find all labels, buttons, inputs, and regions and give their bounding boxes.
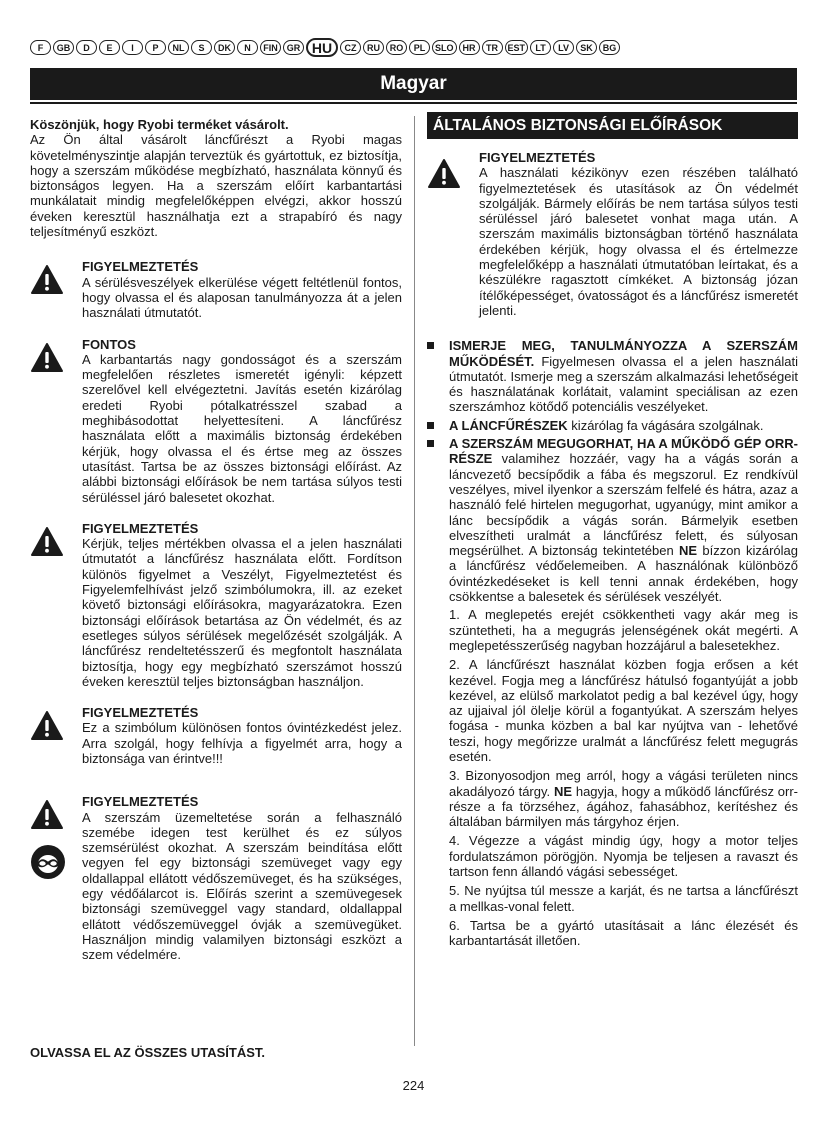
list-item [427,436,798,604]
bullet-text: kizárólag fa vágására szolgálnak. [567,417,764,433]
language-selector [30,39,798,56]
numbered-item-emphasis: NE [553,783,573,799]
section-header [427,112,798,139]
warning-triangle-icon [30,799,64,833]
warning-text: A szerszám üzemeltetése során a felhasználó szemébe idegen test kerülhet és ez súlyos szemsérülést okozhat. A szerszám beindítása előtt vegyen fel egy biztonsági szemüveget vagy egy oldallappal ellátott védőszemüveget, és ha szükséges, egy védőálarcot is. Előírás szerint a szemüvegesek biztonsági szemüveggel vagy standard, oldallappal ellátott védőszemüveggel óvják a szemüvegüket. Használjon mindig valamilyen biztonsági eszközt a szem védelmére. [82,809,402,963]
numbered-item: 4. Végezze a vágást mindig úgy, hogy a motor teljes fordulatszámon pörögjön. Nyomja be teljesen a ravaszt és tartson fenn állandó vágási sebességet. [449,833,798,880]
section-title: ÁLTALÁNOS BIZTONSÁGI ELŐÍRÁSOK [433,116,723,134]
language-code-hu: HU [306,38,338,57]
numbered-item: 5. Ne nyújtsa túl messze a karját, és ne tartsa a láncfűrészt a mellkas-vonal felett. [449,883,798,914]
numbered-item: 1. A meglepetés erejét csökkentheti vagy akár meg is szüntetheti, ha a megugrás jelenségének okát megérti. A meglepetésszerűség nagyban hozzájárul a balesetekhez. [449,607,798,653]
language-code-d: D [76,40,97,55]
language-code-est: EST [505,40,529,55]
language-code-hr: HR [459,40,480,55]
warning-block [30,794,402,962]
language-code-e: E [99,40,120,55]
language-code-gb: GB [53,40,74,55]
warning-text: A használati kézikönyv ezen részében található figyelmeztetések és utasítások az Ön védelmét szolgálják. Bármely előírás be nem tartása súlyos testi sérüléssel járó balesetet vonhat maga után. A szerszám maximális biztonságban történő használata érdekében kérjük, hogy olvassa el és értelmezze megfelelőképp a használati útmutatóban leírtakat, és a készülékre ragasztott címkéket. A biztonság józan ítélőképességet, óvatosságot és a láncfűrész ismeretét jelenti. [479,165,798,318]
numbered-item-text: hagyja, hogy a működő láncfűrész orr-része a fa törzséhez, ágához, fahasábhoz, kerítéshez és általában bármilyen más tárgyhoz érjen. [449,783,798,830]
warning-block [30,337,402,505]
bullet-emphasis: NE [679,543,698,559]
warning-title: FIGYELMEZTETÉS [82,520,199,536]
warning-block [30,521,402,689]
language-code-pl: PL [409,40,430,55]
warning-triangle-icon [30,526,64,560]
warning-title: FIGYELMEZTETÉS [479,150,596,165]
numbered-item-text: 3. Bizonyosodjon meg arról, hogy a vágási területen nincs akadályozó tárgy. [449,768,798,799]
page-title-bar [30,68,797,100]
warning-text: A sérülésveszélyek elkerülése végett feltétlenül fontos, hogy olvassa el és alaposan tanulmányozza át a jelen használati útmutatót. [82,274,402,321]
numbered-item: 2. A láncfűrészt használat közben fogja erősen a két kezével. Fogja meg a láncfűrész hátulsó fogantyúját a jobb kezével, az elülső markolatot pedig a bal kezével úgy, hogy az ujjaival jól ölelje körül a fogantyúkat. A szerszám helyes fogása - munka közben a bal kar nyújtva van - lehetővé teszi, hogy megőrizze uralmát a láncfűrész felett megugrás esetén. [449,657,798,764]
language-code-sk: SK [576,40,597,55]
bullet-text: bízzon kizárólag a láncfűrész védőelemeiben. A használónak különböző óvintézkedéseket is kell tenni annak érdekében, hogy csökkentse a balesetek és sérülések veszélyét. [449,543,798,605]
warning-triangle-icon [30,710,64,744]
bullet-text: valamihez hozzáér, vagy ha a vágás során a láncvezető becsípődik a fába és megszorul. Ez rendkívül veszélyes, mivel ilyenkor a szerszám felfelé és hátra, azaz a használó felé hirtelen megugorhat, ugyanúgy, mint amikor a lánc becsípődik a vágás során. Bármelyik esetben elveszítheti uralmát a láncfűrész felett, és súlyosan megsérülhet. A biztonság tekintetében [449,451,798,559]
column-divider [414,116,415,1046]
warning-text: Kérjük, teljes mértékben olvassa el a jelen használati útmutatót a láncfűrész használata előtt. Fordítson különös figyelmet a Veszélyt, Figyelmeztetést és Figyelemfelhívást jelző szimbólumokra, ill. az ezeket követő biztonsági előírásokra, magyarázatokra. Ezen biztonsági előírások betartása az Ön védelmét, és az esetleges súlyos sérülések megelőzését szolgálják. A láncfűrész rendeltetésszerű és megfontolt használata biztosítja, hogy egy megbízható szerszámot hosszú éveken keresztül teljes biztonságban használjon. [82,536,402,689]
bullet-lead: A SZERSZÁM MEGUGORHAT, HA A MŰKÖDŐ GÉP ORR-RÉSZE [449,436,798,467]
left-column [30,117,402,963]
warning-block [30,259,402,320]
language-code-i: I [122,40,143,55]
intro-title: Köszönjük, hogy Ryobi terméket vásárolt. [30,117,289,132]
page-number: 224 [402,1078,425,1093]
title-rule [30,102,797,104]
numbered-item [449,768,798,829]
warning-text: Ez a szimbólum különösen fontos óvintézkedést jelez. Arra szolgál, hogy felhívja a figyelmét arra, hogy a biztonsága van érintve!!! [82,720,402,766]
warning-triangle-icon [427,158,461,192]
language-code-bg: BG [599,40,620,55]
language-code-n: N [237,40,258,55]
warning-triangle-icon [30,342,64,376]
warning-triangle-icon [30,264,64,298]
bullet-lead: A LÁNCFŰRÉSZEK [449,417,568,433]
numbered-list [427,607,798,948]
language-code-tr: TR [482,40,503,55]
language-code-s: S [191,40,212,55]
language-code-ru: RU [363,40,384,55]
warning-block [30,705,402,766]
warning-title: FONTOS [82,336,136,352]
language-code-lv: LV [553,40,574,55]
language-code-dk: DK [214,40,235,55]
intro-text: Az Ön által vásárolt láncfűrészt a Ryobi magas követelményszintje alapján terveztük és gyártottuk, ez biztosítja, hogy a szerszám működése megbízható, használata könnyű és biztonságos legyen. Ha a szerszám előírt karbantartási munkálatait mindig megfelelőképpen elvégzi, akkor hosszú éveken keresztül használhatja ezt a strapabíró és nagy teljesítményű eszközt. [30,132,402,240]
warning-text: A karbantartás nagy gondosságot és a szerszám megfelelően részletes ismeretét igényli: képzett szerelővel kell elvégeztetni. Javítás esetén kizárólag eredeti Ryobi pótalkatrésszel szabad a meghibásodottat helyettesíteni. A láncfűrész használata előtt a maximális biztonság érdekében kérjük, hogy olvassa el és értse meg az összes utasítást. Tartsa be az összes biztonsági előírást. Az alábbi biztonsági előírások be nem tartása súlyos testi sérüléssel járó balesetet okozhat. [82,351,402,505]
language-code-gr: GR [283,40,304,55]
read-all-instructions-note: OLVASSA EL AZ ÖSSZES UTASÍTÁST. [30,1045,265,1060]
right-column [427,112,798,953]
square-bullet-icon [427,440,434,447]
numbered-item: 6. Tartsa be a gyártó utasításait a lánc élezését és karbantartását illetően. [449,917,798,949]
language-code-p: P [145,40,166,55]
warning-title: FIGYELMEZTETÉS [82,794,199,810]
language-code-slo: SLO [432,40,457,55]
language-code-f: F [30,40,51,55]
warning-title: FIGYELMEZTETÉS [82,259,199,275]
warning-title: FIGYELMEZTETÉS [82,705,199,721]
warning-block [427,150,798,318]
eye-protection-icon [30,844,66,883]
language-code-nl: NL [168,40,189,55]
list-item [427,418,798,433]
language-code-ro: RO [386,40,407,55]
bullet-lead: ISMERJE MEG, TANULMÁNYOZZA A SZERSZÁM MŰKÖDÉSÉT. [449,338,798,369]
language-code-fin: FIN [260,40,281,55]
bullet-text: Figyelmesen olvassa el a jelen használati útmutatót. Ismerje meg a szerszám alkalmazási lehetőségeit és használatának korlátait, valamint speciálisan az ezen szerszámhoz kötődő potenciális veszélyeket. [449,353,798,415]
square-bullet-icon [427,422,434,429]
page-title: Magyar [380,73,447,94]
language-code-lt: LT [530,40,551,55]
list-item [427,338,798,414]
safety-bullet-list [427,338,798,604]
language-code-cz: CZ [340,40,361,55]
square-bullet-icon [427,342,434,349]
